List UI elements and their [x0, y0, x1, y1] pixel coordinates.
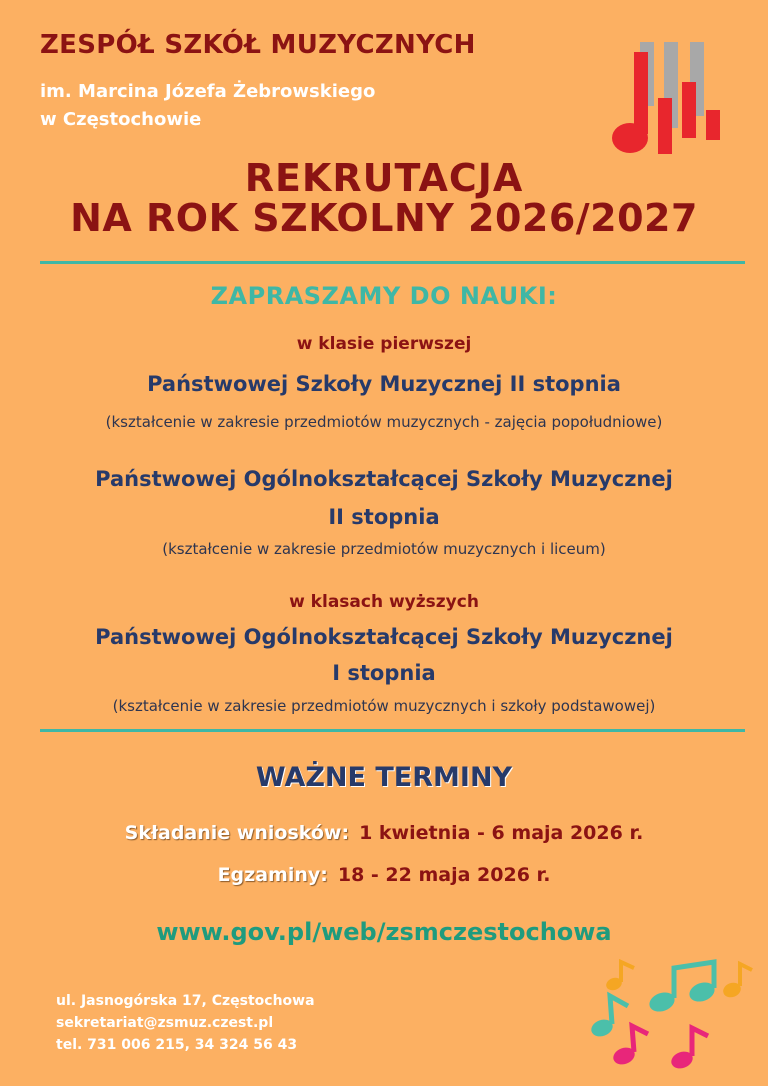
- school-name: ZESPÓŁ SZKÓŁ MUZYCZNYCH: [40, 30, 476, 60]
- applications-value: 1 kwietnia - 6 maja 2026 r.: [359, 822, 644, 844]
- school-3-name-line-2: I stopnia: [332, 661, 436, 685]
- higher-class-label: w klasach wyższych: [289, 592, 479, 612]
- title-line-2: NA ROK SZKOLNY 2026/2027: [70, 196, 698, 240]
- exams-label: Egzaminy:: [217, 864, 328, 886]
- first-class-label: w klasie pierwszej: [296, 334, 472, 354]
- contact-email[interactable]: sekretariat@zsmuz.czest.pl: [56, 1015, 274, 1031]
- exams-value: 18 - 22 maja 2026 r.: [337, 864, 551, 886]
- school-3-desc: (kształcenie w zakresie przedmiotów muzycznych i szkoły podstawowej): [112, 697, 656, 715]
- divider-bottom: [40, 729, 745, 732]
- school-2-desc: (kształcenie w zakresie przedmiotów muzycznych i liceum): [162, 540, 606, 558]
- website-link[interactable]: www.gov.pl/web/zsmczestochowa: [156, 918, 612, 946]
- school-2-name-line-2: II stopnia: [328, 505, 440, 529]
- contact-phone: tel. 731 006 215, 34 324 56 43: [56, 1037, 298, 1053]
- patron-line-2: w Częstochowie: [40, 109, 202, 130]
- school-2-name-line-1: Państwowej Ogólnokształcącej Szkoły Muzycznej: [95, 467, 673, 491]
- school-3-name-line-1: Państwowej Ogólnokształcącej Szkoły Muzycznej: [95, 625, 673, 649]
- school-patron: [40, 78, 375, 134]
- divider-top: [40, 261, 745, 264]
- applications-term: [0, 822, 768, 844]
- school-1-desc: (kształcenie w zakresie przedmiotów muzycznych - zajęcia popołudniowe): [105, 413, 663, 431]
- applications-label: Składanie wniosków:: [124, 822, 350, 844]
- title-line-1: REKRUTACJA: [244, 156, 524, 200]
- contact-address: ul. Jasnogórska 17, Częstochowa: [56, 993, 315, 1009]
- school-logo-icon: [612, 38, 722, 158]
- contact-block: [56, 990, 315, 1056]
- patron-line-1: im. Marcina Józefa Żebrowskiego: [40, 81, 376, 102]
- exams-term: [0, 864, 768, 886]
- school-1-name: Państwowej Szkoły Muzycznej II stopnia: [147, 372, 621, 396]
- invitation-heading: ZAPRASZAMY DO NAUKI:: [210, 282, 558, 310]
- terms-heading: WAŻNE TERMINY: [255, 762, 513, 793]
- music-notes-icon: [584, 956, 756, 1070]
